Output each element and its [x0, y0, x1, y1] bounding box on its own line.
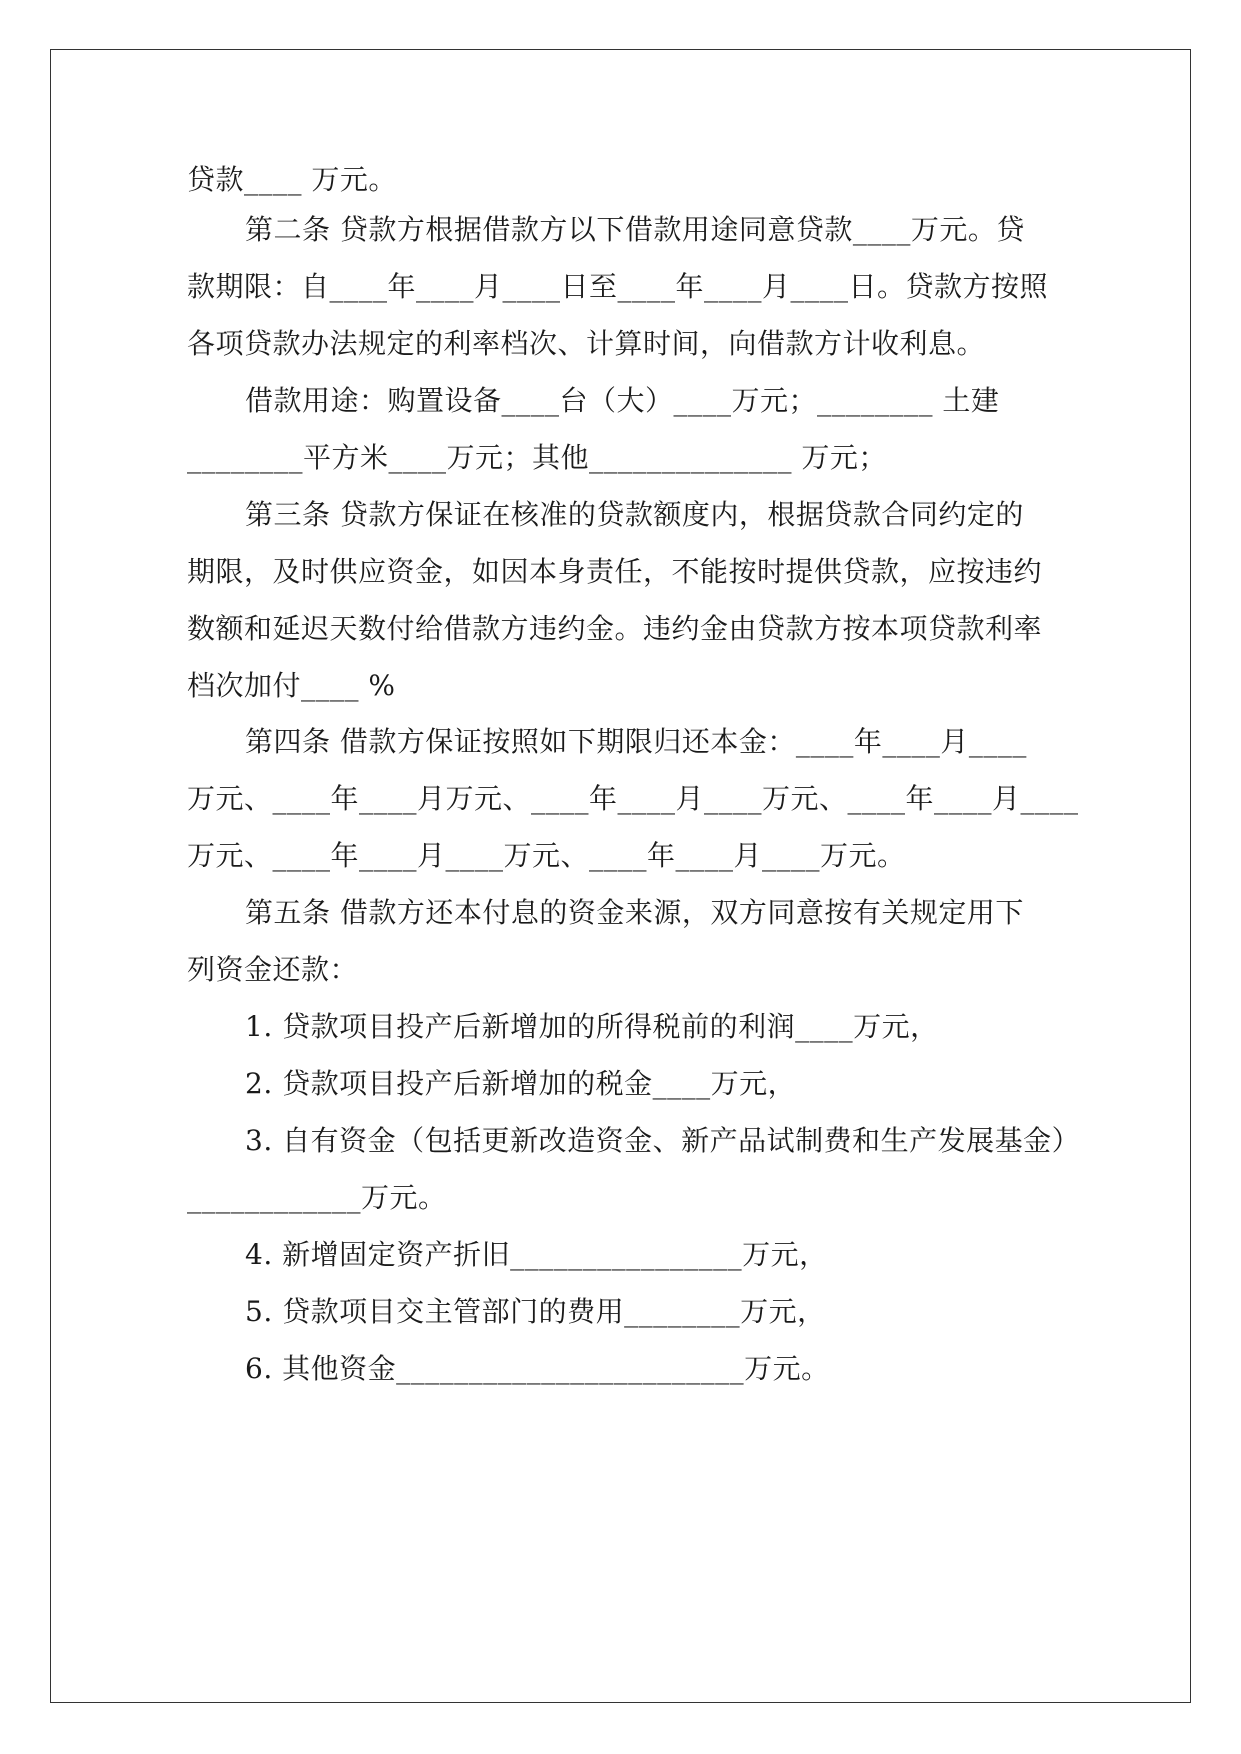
- text-line: 档次加付____ %: [187, 669, 396, 702]
- list-item-2: 2. 贷款项目投产后新增加的税金____万元，: [245, 1067, 797, 1100]
- text-line: 款期限：自____年____月____日至____年____月____日。贷款方按照: [187, 270, 1049, 303]
- clause-5-line-1: 第五条 借款方还本付息的资金来源，双方同意按有关规定用下: [245, 896, 1024, 929]
- text-line: 万元、____年____月____万元、____年____月____万元。: [187, 839, 906, 872]
- text-line: ________平方米____万元；其他______________ 万元；: [187, 441, 887, 474]
- list-item-3: 3. 自有资金（包括更新改造资金、新产品试制费和生产发展基金）: [245, 1124, 1081, 1157]
- clause-2-line-1: 第二条 贷款方根据借款方以下借款用途同意贷款____万元。贷: [245, 213, 1025, 246]
- list-item-4: 4. 新增固定资产折旧________________万元，: [245, 1238, 828, 1271]
- text-line: 数额和延迟天数付给借款方违约金。违约金由贷款方按本项贷款利率: [187, 612, 1043, 645]
- list-item-1: 1. 贷款项目投产后新增加的所得税前的利润____万元，: [245, 1010, 939, 1043]
- text-line: 贷款____ 万元。: [187, 163, 397, 196]
- text-line: 期限，及时供应资金，如因本身责任，不能按时提供贷款，应按违约: [187, 555, 1043, 588]
- list-item-5: 5. 贷款项目交主管部门的费用________万元，: [245, 1295, 826, 1328]
- text-line: 列资金还款：: [187, 953, 359, 986]
- loan-purpose-line-1: 借款用途：购置设备____台（大）____万元；________ 土建: [245, 384, 1000, 417]
- clause-3-line-1: 第三条 贷款方保证在核准的贷款额度内，根据贷款合同约定的: [245, 498, 1024, 531]
- clause-4-line-1: 第四条 借款方保证按照如下期限归还本金：____年____月____: [245, 725, 1027, 758]
- text-line: 各项贷款办法规定的利率档次、计算时间，向借款方计收利息。: [187, 327, 986, 360]
- list-item-6: 6. 其他资金________________________万元。: [245, 1352, 830, 1385]
- text-line: ____________万元。: [187, 1181, 447, 1214]
- text-line: 万元、____年____月万元、____年____月____万元、____年____月____: [187, 782, 1079, 815]
